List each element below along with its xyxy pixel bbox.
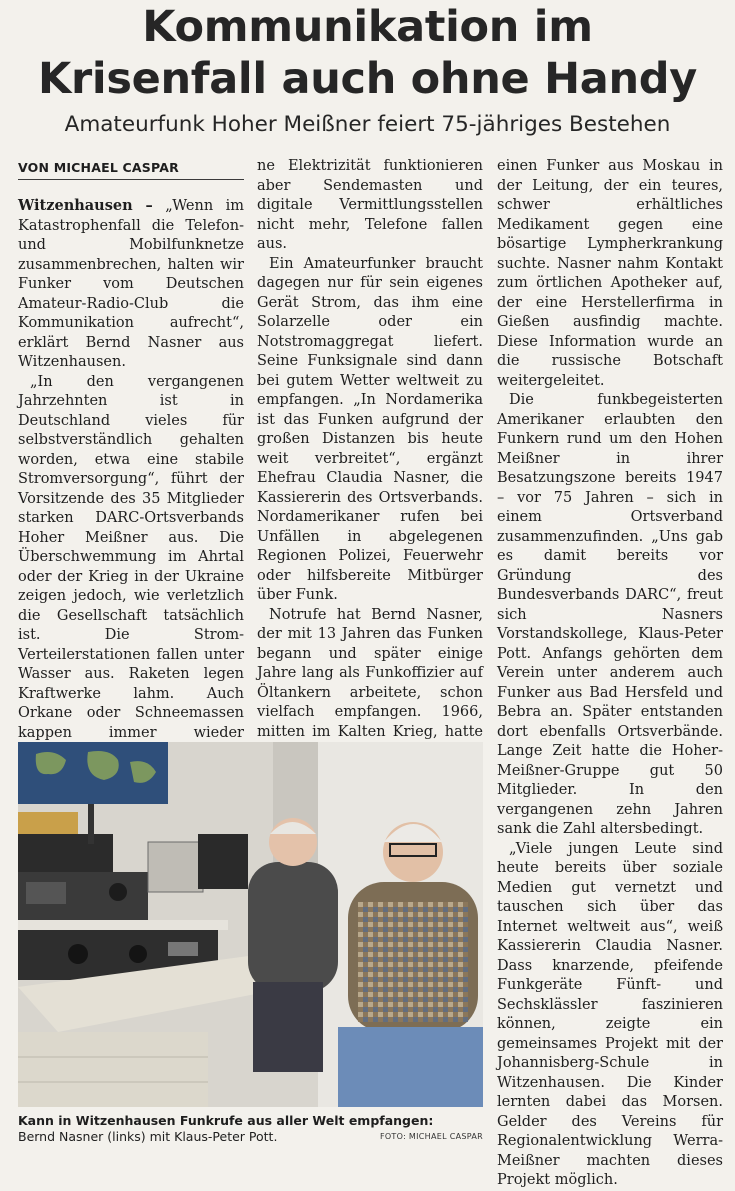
paragraph: „Viele jungen Leute sind heute bereits über soziale Medien gut vernetzt und tauschen sich über das Internet weltweit aus“, weiß Kassiererin Claudia Nasner. Dass knarzende, pfeifende Funkgeräte Fünft- und Sechsklässler faszinieren können, zeigte ein gemeinsames Projekt mit der Johannisberg-Schule in Witzenhausen. Die Kinder lernten dabei das Morsen. Gelder des Vereins für Regionalentwicklung Werra-Meißner machten dieses Projekt möglich. [497,840,723,1188]
article-column-1 [18,196,244,741]
photo-illustration [18,742,483,1107]
subheadline: Amateurfunk Hoher Meißner feiert 75-jähriges Bestehen [64,112,671,137]
paragraph: „In den vergangenen Jahrzehnten ist in Deutschland vieles für selbstverständlich gehalten worden, etwa eine stabile Stromversorgung“, führt der Vorsitzende des 35 Mitglieder starken DARC-Ortsverbands Hoher Meißner aus. Die Überschwemmung im Ahrtal oder der Krieg in der Ukraine zeigen jedoch, wie verletzlich die Gesellschaft tatsächlich ist. Die Strom-Verteilerstationen fallen unter Wasser aus. Raketen legen Kraftwerke lahm. Auch Orkane oder Schneemassen kappen immer wieder [18,373,244,741]
headline-line-2: Krisenfall auch ohne Handy [37,54,698,104]
news-photo [18,742,483,1107]
headline-line-1: Kommunikation im [142,2,593,52]
article-column-3 [497,157,723,1188]
photo-credit: FOTO: MICHAEL CASPAR [379,1132,483,1141]
paragraph: Ein Amateurfunker braucht dagegen nur für sein eigenes Gerät Strom, das ihm eine Solarzelle oder ein Notstromaggregat liefert. Seine Funksignale sind dann bei gutem Wetter weltweit zu empfangen. „In Nordamerika ist das Funken aufgrund der großen Distanzen bis heute weit verbreitet“, ergänzt Ehefrau Claudia Nasner, die Kassiererin des Ortsverbands. Nordamerikaner rufen bei Unfällen in abgelegenen Regionen Polizei, Feuerwehr oder hilfsbereite Mitbürger über Funk. [257,255,483,603]
photo-caption [18,1113,483,1145]
paragraph: Notrufe hat Bernd Nasner, der mit 13 Jahren das Funken begann und später einige Jahre lang als Funkoffizier auf Öltankern arbeitete, schon vielfach empfangen. 1966, mitten im Kalten Krieg, hatte [257,606,483,740]
caption-bold: Kann in Witzenhausen Funkrufe aus aller Welt empfangen: [18,1113,434,1128]
paragraph: einen Funker aus Moskau in der Leitung, der ein teures, schwer erhältliches Medikament gegen eine bösartige Lympherkrankung suchte. Nasner nahm Kontakt zum örtlichen Apotheker auf, der eine Herstellerfirma in Gießen ausfindig machte. Diese Information wurde an die russische Botschaft weitergeleitet. [497,158,723,389]
paragraph: ne Elektrizität funktionieren aber Sendemasten und digitale Vermittlungsstellen nicht mehr, Telefone fallen aus. [257,158,483,252]
dateline: Witzenhausen – [18,197,153,214]
paragraph-text: „Wenn im Katastrophenfall die Telefon- und Mobilfunknetze zusammenbrechen, halten wir Funker vom Deutschen Amateur-Radio-Club die Kommunikation aufrecht“, erklärt Bernd Nasner aus Witzenhausen. [18,198,244,370]
paragraph [18,196,244,373]
article-column-2 [257,157,483,740]
byline: VON MICHAEL CASPAR [18,160,244,180]
paragraph: Die funkbegeisterten Amerikaner erlaubten den Funkern rund um den Hohen Meißner in ihrer Besatzungszone bereits 1947 – vor 75 Jahren – sich in einem Ortsverband zusammenzufinden. „Uns gab es damit bereits vor Gründung des Bundesverbands DARC“, freut sich Nasners Vorstandskollege, Klaus-Peter Pott. Anfangs gehörten dem Verein unter anderem auch Funker aus Bad Hersfeld und Bebra an. Später entstanden dort ebenfalls Ortsverbände. Lange Zeit hatte die Hoher-Meißner-Gruppe gut 50 Mitglieder. In den vergangenen zehn Jahren sank die Zahl altersbedingt. [497,392,723,837]
caption-text: Bernd Nasner (links) mit Klaus-Peter Pott. [18,1129,278,1144]
